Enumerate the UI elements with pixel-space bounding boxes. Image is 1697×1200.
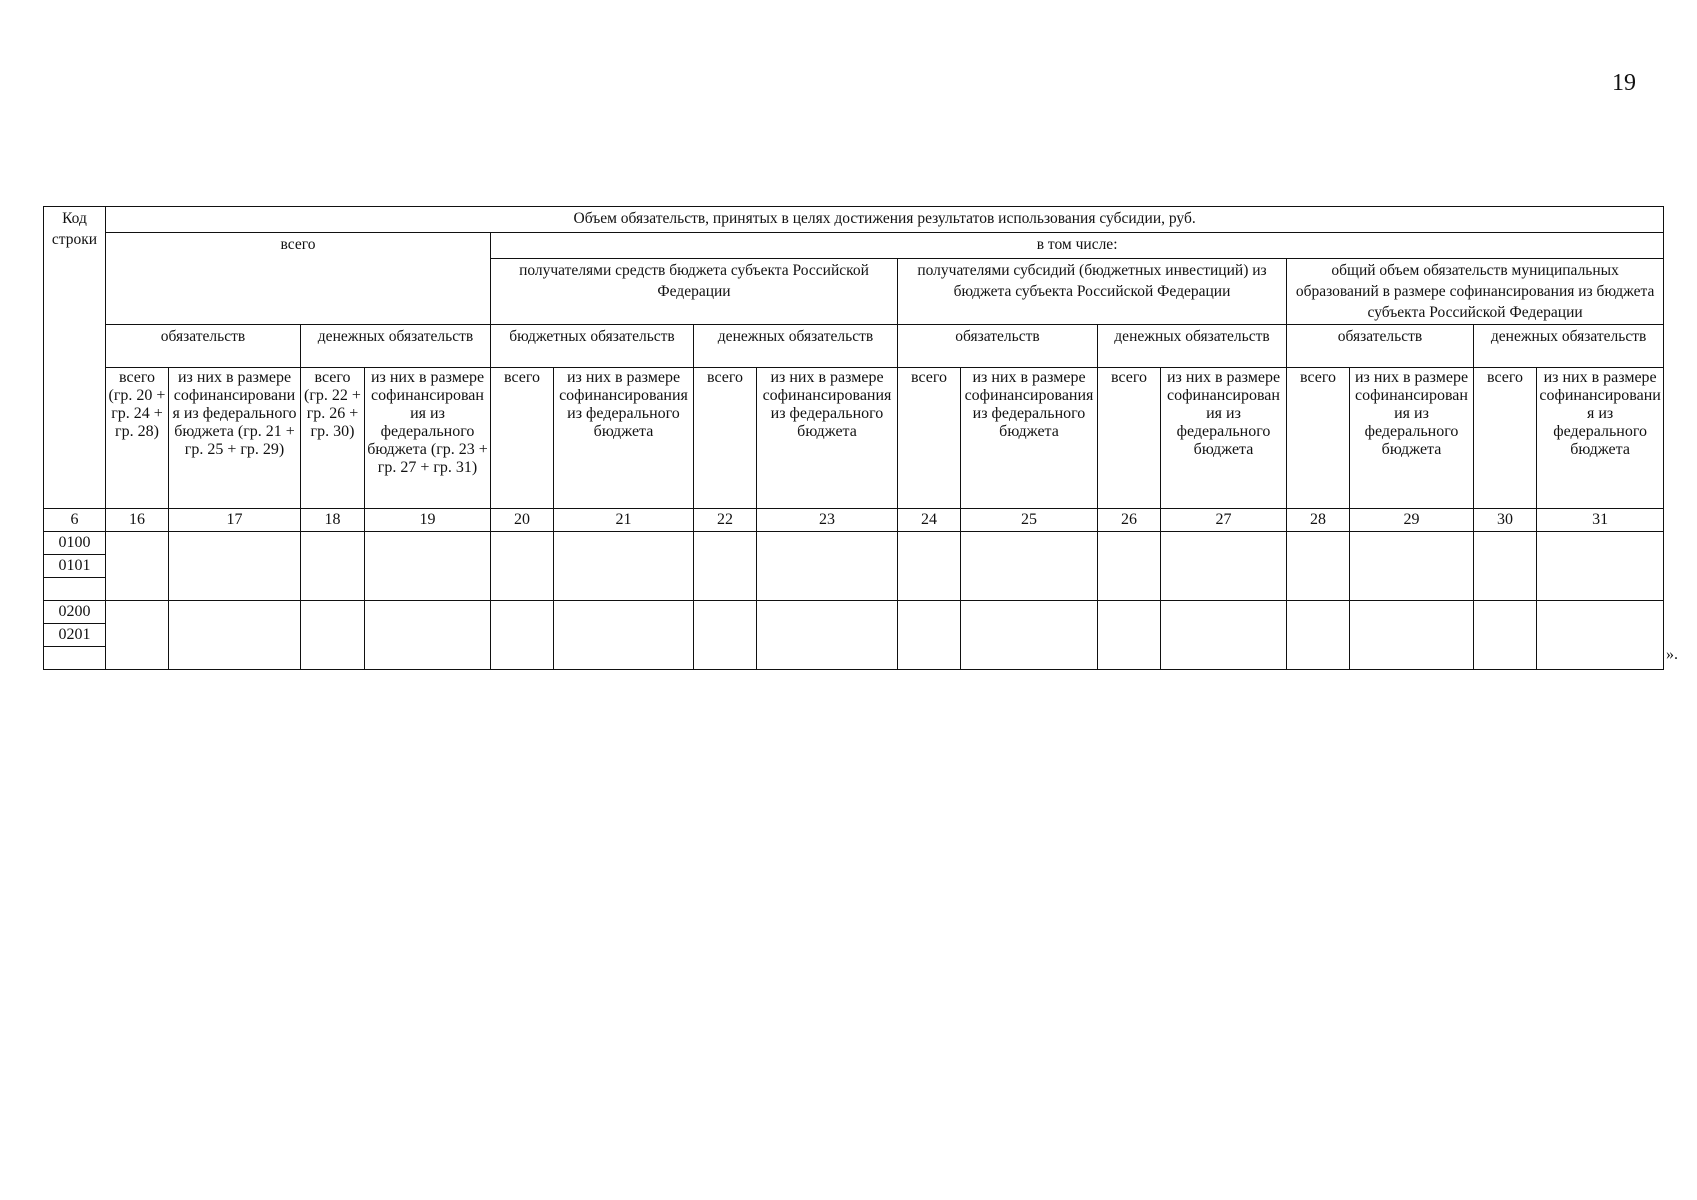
row-code: 0100 [44,532,106,555]
group-c-header: общий объем обязательств муниципальных образований в размере софинансирования из бюджета субъекта Российской Федерации [1287,259,1664,325]
column-number: 6 [44,509,106,532]
data-cell [365,532,491,601]
col26-header: всего [1098,368,1161,509]
data-cell [1098,532,1161,601]
row-code: 0201 [44,624,106,647]
total-money-obligations-header: денежных обязательств [301,325,491,368]
page-number: 19 [1612,70,1636,96]
column-number: 24 [898,509,961,532]
col25-header: из них в размере софинансирования из федерального бюджета [961,368,1098,509]
column-number: 27 [1161,509,1287,532]
data-cell [365,601,491,670]
column-number: 17 [169,509,301,532]
group-a-money-obligations-header: денежных обязательств [694,325,898,368]
col31-header: из них в размере софинансирования из федерального бюджета [1537,368,1664,509]
column-number: 20 [491,509,554,532]
data-cell [1537,532,1664,601]
data-cell [1350,601,1474,670]
column-number: 22 [694,509,757,532]
data-cell [1161,601,1287,670]
column-number: 28 [1287,509,1350,532]
column-number: 31 [1537,509,1664,532]
col24-header: всего [898,368,961,509]
group-b-header: получателями субсидий (бюджетных инвестиций) из бюджета субъекта Российской Федерации [898,259,1287,325]
data-cell [301,532,365,601]
column-number: 25 [961,509,1098,532]
column-number: 29 [1350,509,1474,532]
including-header: в том числе: [491,233,1664,259]
data-cell [106,532,169,601]
row-code [44,578,106,601]
col27-header: из них в размере софинансирования из федерального бюджета [1161,368,1287,509]
data-cell [898,601,961,670]
table-title: Объем обязательств, принятых в целях достижения результатов использования субсидии, руб. [106,207,1664,233]
col20-header: всего [491,368,554,509]
group-a-budget-obligations-header: бюджетных обязательств [491,325,694,368]
row-code-header: Код строки [44,207,106,509]
data-cell [1537,601,1664,670]
data-cell [301,601,365,670]
data-cell [491,532,554,601]
col16-header: всего (гр. 20 + гр. 24 + гр. 28) [106,368,169,509]
column-number: 21 [554,509,694,532]
data-cell [1474,601,1537,670]
row-code [44,647,106,670]
col21-header: из них в размере софинансирования из федерального бюджета [554,368,694,509]
column-number: 30 [1474,509,1537,532]
col18-header: всего (гр. 22 + гр. 26 + гр. 30) [301,368,365,509]
column-number: 16 [106,509,169,532]
column-number: 19 [365,509,491,532]
obligations-report-table [43,206,1664,670]
data-cell [1350,532,1474,601]
column-number: 18 [301,509,365,532]
data-cell [1287,532,1350,601]
data-cell [106,601,169,670]
data-cell [491,601,554,670]
data-cell [554,532,694,601]
data-cell [1161,532,1287,601]
data-cell [554,601,694,670]
col30-header: всего [1474,368,1537,509]
data-cell [961,532,1098,601]
total-header: всего [106,233,491,325]
group-a-header: получателями средств бюджета субъекта Российской Федерации [491,259,898,325]
group-c-obligations-header: обязательств [1287,325,1474,368]
row-code: 0101 [44,555,106,578]
data-cell [694,532,757,601]
total-obligations-header: обязательств [106,325,301,368]
col28-header: всего [1287,368,1350,509]
data-cell [757,532,898,601]
col19-header: из них в размере софинансирования из федерального бюджета (гр. 23 + гр. 27 + гр. 31) [365,368,491,509]
group-c-money-obligations-header: денежных обязательств [1474,325,1664,368]
data-cell [694,601,757,670]
closing-quote: ». [1666,646,1678,663]
data-cell [169,532,301,601]
data-cell [169,601,301,670]
data-cell [961,601,1098,670]
data-cell [757,601,898,670]
row-code: 0200 [44,601,106,624]
group-b-obligations-header: обязательств [898,325,1098,368]
data-cell [1287,601,1350,670]
col17-header: из них в размере софинансирования из федерального бюджета (гр. 21 + гр. 25 + гр. 29) [169,368,301,509]
data-cell [898,532,961,601]
column-number: 26 [1098,509,1161,532]
col23-header: из них в размере софинансирования из федерального бюджета [757,368,898,509]
column-number: 23 [757,509,898,532]
group-b-money-obligations-header: денежных обязательств [1098,325,1287,368]
data-cell [1474,532,1537,601]
data-cell [1098,601,1161,670]
col29-header: из них в размере софинансирования из федерального бюджета [1350,368,1474,509]
col22-header: всего [694,368,757,509]
